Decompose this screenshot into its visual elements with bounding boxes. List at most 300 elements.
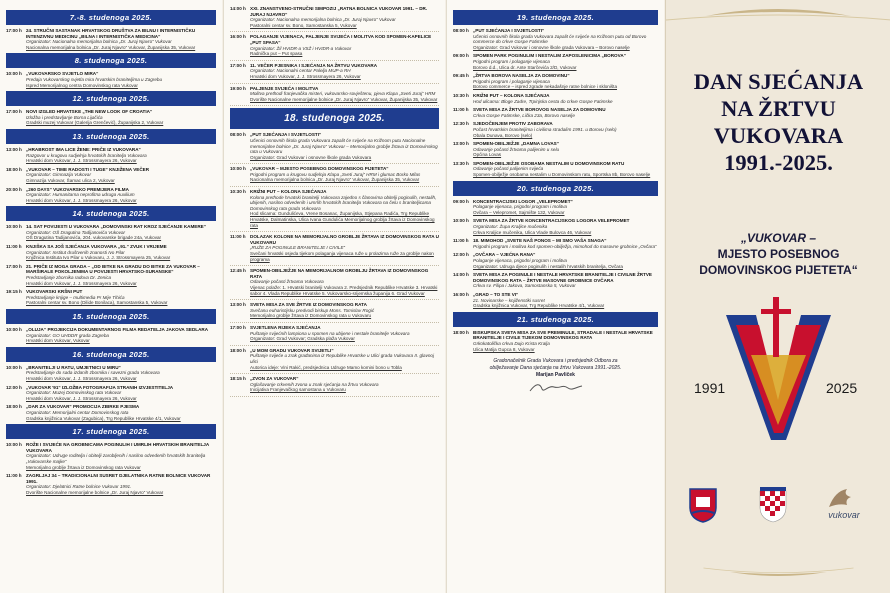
event-body (250, 302, 439, 319)
day-header: 16. studenoga 2025. (6, 347, 216, 362)
event-item (6, 224, 216, 241)
event-title: SPOMEN-OBILJEŽJE NA MEMORIJALNOM GROBLJU ŽRTAVA IZ DOMOVINSKOG RATA (250, 268, 429, 279)
event-title: „260 DAYS“ VUKOVARSKO PREMIJERA FILMA (26, 186, 129, 192)
event-body (26, 442, 216, 470)
column-2 (223, 0, 445, 593)
event-place: Inicijativa Franjevačkog samostana u Vukovaru (250, 387, 346, 393)
event-place: Borovo d.d., Ulica dr. Ante Starčevića 2/D, Vukovar (473, 64, 577, 70)
event-place: Nacionalna memorijalna bolnica „Dr. Juraj Njavro“ Vukovar, Županijska 35, Vukovar (26, 44, 196, 50)
event-item (230, 302, 439, 319)
event-organizer: Odavanje počasti žrtvama Vukovara (250, 279, 324, 285)
event-organizer: Organizator: Memorijalni centar Domovinskog rata (26, 409, 129, 415)
event-body (26, 289, 216, 306)
event-place: Dvorište Nacionalne memorijalne bolnice „Dr. Juraj Njavro“ Vukovar, Županijska 35, Vukovar (250, 96, 438, 102)
cover-subtitle-line-2: MJESTO POSEBNOG (717, 247, 840, 261)
event-time: 11:00 h (6, 473, 22, 479)
vukovar-coat-of-arms-icon (688, 487, 718, 523)
event-place: Općina Lovas (473, 152, 502, 158)
event-title: 18. MIMOHOD „SVETE NAŠ PONOS – MI SMO VAŠA SNAGA“ (473, 238, 607, 244)
croatia-coat-of-arms-icon (758, 487, 788, 523)
event-place: Crkva Kraljice mučenika, Ulica Vlade Bulovca 46, Vukovar (473, 229, 592, 235)
event-item (230, 376, 439, 393)
event-item (230, 268, 439, 296)
event-place: Borovo commerce – ispred zgrade nekadašnje ratne bolnice i skloništa (473, 84, 618, 90)
day-header: 19. studenoga 2025. (453, 10, 658, 25)
event-body (473, 121, 658, 138)
event-place: Pastoralni centar sv. Bono, Samostanska 5, Vukovar (250, 22, 357, 28)
divider (230, 105, 439, 106)
event-organizer: Puštanje svijećnih lampiona u spomen na ubijene i nestale branitelje Vukovara (250, 330, 410, 336)
event-body (473, 238, 658, 249)
event-place: Pastoralni centar sv. Bono (Dilide Bonilaca), Samostanska 5, Vukovar (26, 300, 168, 306)
event-title: „GRAD – TO STE VI“ (473, 291, 519, 297)
event-organizer: Organizator: GO UHDDR grada Zagreba (26, 332, 109, 338)
event-organizer: Kolona prethode hrvatski branitelji Vukovara zajedno s članovima obitelji poginulih, nestalih, ubijenih, nasilno odvedenih i umrlih hrvatskih branitelja Vukovara na čelu s braniteljicama Domovinskog rata grada Vukovara (250, 194, 437, 211)
event-item (6, 473, 216, 495)
bottom-ornament-icon (666, 560, 890, 580)
event-body (26, 327, 216, 344)
cover-subtitle-line-3: DOMOVINSKOG PIJETETA“ (699, 263, 858, 277)
event-time: 18:00 h (453, 329, 469, 335)
cover-title-line-3: VUKOVARA (713, 123, 844, 148)
event-item (230, 166, 439, 183)
event-body (26, 385, 216, 402)
event-body (250, 268, 439, 296)
event-organizer: Organizator: OŠ Dragutina Tadijanovića Vukovar (26, 229, 126, 235)
event-time: 10:00 h (6, 71, 22, 77)
event-organizer: Predstavljanje zbornika radova Dr. Zenica (26, 275, 112, 281)
event-item (453, 272, 658, 289)
divider (230, 373, 439, 374)
event-organizer: Organizator: Žil HVIDR-a VSŽ i HVIDR-a Vukovar (250, 45, 352, 51)
cover-panel (665, 0, 890, 593)
divider (230, 322, 439, 323)
column-3-events (453, 10, 658, 352)
divider (230, 396, 439, 397)
event-title: SJEDOČENJEM PROTIV ZABORAVA (473, 121, 553, 127)
cover-title-line-1: DAN SJEĆANJA (693, 69, 864, 94)
event-organizer: Svečanu euharistijsku predvodi biskup Mons. Tomislav Rogić (250, 307, 375, 313)
event-item (6, 244, 216, 261)
event-item (6, 404, 216, 421)
event-place: Spomen-obilježje osobama nestalim u Domovinskom ratu, Sportska 8b, Borovo naselje (473, 172, 651, 178)
day-header: 17. studenoga 2025. (6, 424, 216, 439)
event-body (250, 63, 439, 80)
divider (230, 231, 439, 232)
event-place: Hrvatski dom Vukovar, J. J. Strossmayera 26, Vukovar (26, 197, 137, 203)
vukovar-v-emblem-icon (721, 295, 836, 445)
event-title: DOLAZAK KOLONE NA MEMORIJALNO GROBLJE ŽRTAVA IZ DOMOVINSKOG RATA U VUKOVARU (250, 234, 439, 245)
event-place: Gradska knjižnica Vukovar, Trg Republike Hrvatske 4/1, Vukovar (473, 303, 605, 309)
event-organizer: Organizator: Udruge roditelja i obitelji zarobljenih i nasilno odvedenih hrvatskih branitelja „Vukovarske majke“ (26, 453, 206, 464)
event-organizer: Učenici osnovnih škola grada Vukovara zapalit će svijeće na Križnom putu od Borovo commerce do crkve Gospe Fatimske (473, 33, 647, 45)
event-place: Organizator: Udruga djece poginulih i nestalih hrvatskih branitelja, Ovčara (473, 263, 623, 269)
event-organizer: Prigodni program i molitva kod spomen-obilježja, mimohod do masovne grobnice „Ovčara“ (473, 243, 657, 249)
event-organizer: Predstavljanje knjige – multimedia Pr Mije Tihića (26, 294, 125, 300)
event-body (250, 234, 439, 262)
event-organizer: Molitva prethodi franjevačka misteri, vukovarsko-sovještenu, pjeva Klapa „Sveti Juraj“ HRM (250, 91, 436, 97)
event-body (26, 187, 216, 204)
event-title: „OVČARA – VJEĆNA RANA“ (473, 252, 536, 258)
event-item (453, 53, 658, 70)
event-body (473, 93, 658, 104)
event-time: 16:00 h (453, 291, 469, 297)
event-item (6, 187, 216, 204)
event-title: 11. VEČER PJESNIKA I SJEĆANJA NA ŽRTVU VUKOVARA (250, 62, 378, 68)
signature-icon (526, 381, 586, 395)
day-header: 14. studenoga 2025. (6, 206, 216, 221)
event-title: KONCENTRACIJSKI LOGOR „VELEPROMET“ (473, 198, 573, 204)
event-item (6, 442, 216, 470)
event-organizer: 21. Novinarske – knjiženstiki susret (473, 297, 545, 303)
event-body (473, 28, 658, 50)
event-body (26, 224, 216, 241)
event-place: Hrvatski dom Vukovar, Vukovar (26, 338, 90, 344)
event-body (26, 244, 216, 261)
cover-title-line-4: 1991.-2025. (724, 150, 833, 175)
event-item (230, 86, 439, 103)
event-place: Dvorište Nacionalne memorijalne bolnice „Dr. Juraj Njavro“ Vukovar (26, 489, 164, 495)
event-organizer: Crkva sv. Filipa i Jakova, Samostanska 5, Vukovar (473, 283, 576, 289)
event-place: Gradska knjižnica Vukovar (Zagubica), Trg Republike Hrvatske 4/1, Vukovar (26, 415, 181, 421)
event-place: Hrvatski dom Vukovar, J. J. Strossmayera 26, Vukovar (26, 375, 137, 381)
event-title: SPOMEN-OBILJEŽJE „DAMNA LOVAS“ (473, 141, 560, 147)
event-body (26, 264, 216, 286)
event-item (453, 107, 658, 118)
event-item (6, 264, 216, 286)
event-place: Autorica ideje: Vini Rakić, predsjednica Udruge Mamo komini bono u Tobla (250, 364, 402, 370)
event-place: Nacionalna memorijalna bolnica „Dr. Juraj Njavro“ Vukovar, Županijska 35, Vukovar (250, 177, 420, 183)
event-time: 17:00 h (230, 62, 246, 68)
event-time: 19:00 h (230, 85, 246, 91)
event-time: 10:00 h (453, 218, 469, 224)
event-item (6, 167, 216, 184)
event-place: OŠ Dragutina Tadijanovića, 204. vukovarske brigade 24a, Vukovar (26, 235, 162, 241)
event-item (230, 189, 439, 228)
event-title: SVETA MISA ZA ŽRTVE KONCENTRACIJSKOG LOGORA VELEPROMET (473, 218, 630, 224)
event-time: 10:00 h (230, 166, 246, 172)
event-organizer: „RUŽE ZA POGINULE BRANITELJE I CIVILE“ (250, 245, 346, 251)
event-time: 14:00 h (453, 272, 469, 278)
event-organizer: Prigodni program u krugovu sudjelnja Klapa „Sveti Juraj“ HRM i glumac Borko Milas (250, 171, 421, 177)
event-time: 18:00 h (230, 347, 246, 353)
event-place: Gimnazija Vukovar, Šamac ulica 2, Vukovar (26, 177, 115, 183)
event-title: KRIŽNI PUT – KOLONA SJEĆANJA (250, 189, 327, 195)
event-title: „VUKOVAR – MJESTO POSEBNOG DOMOVINSKOG PIJETETA“ (250, 166, 389, 172)
event-title: „VUKOVARSKO SVJETLO MIRA“ (26, 71, 99, 77)
event-title: „DAR ZA VUKOVAR“ PROMOCIJA ZBIRKE PJESMA (26, 404, 140, 410)
event-place: Gradski muzej Vukovar (Galerija Grenčević), Županijska 2, Vukovar (26, 120, 164, 126)
event-time: 17:00 h (6, 28, 22, 33)
event-title: KRIŽNI PUT – KOLONA SJEĆANJA (473, 92, 550, 98)
event-item (230, 6, 439, 28)
event-time: 09:45 h (453, 73, 469, 79)
event-body (473, 330, 658, 352)
event-body (26, 404, 216, 421)
event-place: Organizator: Grad Vukovar i osnovne škole grada Vukovara (250, 154, 372, 160)
day-header: 15. studenoga 2025. (6, 309, 216, 324)
event-title: 14. SAT POVIJESTI U VUKOVARA „DOMOVINSKI RAT KROZ SJEĆANJE KAMERE“ (26, 224, 207, 230)
event-item (453, 252, 658, 269)
event-organizer: Organizator: Nacionalna memorijalna bolnica „Dr. Juraj Njavro“ Vukovar (26, 39, 172, 45)
event-place: Organizator: Grad Vukovar i osnovne škole grada Vukovara – Borovo naselje (473, 44, 630, 50)
event-time: 12:00 h (6, 384, 22, 390)
event-item (6, 327, 216, 344)
divider (230, 265, 439, 266)
event-time: 10:30 h (453, 92, 469, 98)
event-body (473, 199, 658, 216)
event-title: SVETA MISA ZA POGINULE I NESTALE HRVATSKE BRANITELJE I CIVILNE ŽRTVE DOMOVINSKOG RATA – ŽRTVE MASOVNE GROBNICE OVČARA (473, 272, 652, 283)
divider (230, 186, 439, 187)
event-title: „ZVON ZA VUKOVAR“ (250, 376, 299, 382)
event-time: 13:30 h (453, 160, 469, 166)
event-body (250, 376, 439, 393)
event-organizer: Organizator: Muzej Domovinskog rata Vukovar (26, 390, 122, 396)
event-item (6, 71, 216, 88)
event-place: Ulica Matija Gupca 8, Vukovar (473, 346, 535, 352)
event-body (473, 107, 658, 118)
event-organizer: Odavanje počasti palijenim svijeća (473, 166, 544, 172)
event-organizer: Učenici osnovnih škola grada Vukovara zapalit će svijeće na Križnom putu Nacionalne memorijalne bolnice „Dr. Juraj Njavro“ Vukovar – Memorijalno groblje žrtava iz Domovinskog rata u Vukovaru (250, 137, 438, 155)
event-item (6, 385, 216, 402)
event-item (6, 109, 216, 126)
divider (230, 83, 439, 84)
cover-title-line-2: NA ŽRTVU (721, 96, 836, 121)
event-organizer: Izložba i predstavljanje Borna Lijačića (26, 114, 103, 120)
event-time: 17:00 h (6, 109, 22, 115)
event-place: Memorijalno groblje žrtava iz Domovinskog rata u Vukovaru (250, 313, 372, 319)
event-item (6, 365, 216, 382)
event-place: Knjižnica Instituta Ivo Pilar u Vukovaru, J. J. Strossmayera 25, Vukovar (26, 255, 171, 261)
event-title: SVJETLENA RIJEKA SJEĆANJA (250, 324, 321, 330)
divider (230, 31, 439, 32)
event-title: „PUT SJEĆANJA I SVJETLOSTI“ (473, 28, 545, 33)
event-item (230, 132, 439, 160)
event-item (230, 348, 439, 370)
event-time: 12:30 h (453, 121, 469, 127)
event-body (250, 348, 439, 370)
event-item (230, 63, 439, 80)
event-body (26, 365, 216, 382)
event-body (250, 132, 439, 160)
event-body (250, 166, 439, 183)
event-title: „BRANITELJI U RATU, UMJETNICI U MIRU“ (26, 364, 121, 370)
event-organizer: Hod ulicama: Bloge Zadre, Trpinjska cesta do crkve Gospe Fatimske (473, 98, 613, 104)
event-title: SVETA MISA ZA SVE ŽRTVE IZ DOMOVINSKOG RATA (250, 302, 367, 308)
event-organizer: Odavanje počasti žrtvama palijenim u selu (473, 146, 560, 152)
event-time: 10:00 h (6, 224, 22, 230)
event-title: VUKOVARSKI KRŠNI PUT (26, 289, 83, 295)
column-3 (446, 0, 664, 593)
event-place: Memorijalno groblje žrtava iz Domovinskog rata Vukovar (26, 464, 141, 470)
event-organizer: Organizator: Nacionalni centar Palelja MUP-a RH (250, 68, 351, 74)
event-organizer: Organizator: Humanitarna neprofitna udruga Auxilium (26, 192, 135, 198)
event-body (473, 53, 658, 70)
event-place: Radnička put – Put spasa (250, 51, 303, 57)
event-item (453, 28, 658, 50)
event-title: SPOMEN PARK POGINULIM I NESTALIM ZAPOSLENICIMA „BOROVA“ (473, 53, 626, 59)
vukovar-dove-logo-icon (823, 485, 863, 511)
divider (230, 345, 439, 346)
event-place: Organizator: Grad Vukovar; Gradska plaža Vukovar (250, 336, 355, 342)
event-time: 19:15 h (6, 289, 22, 295)
event-organizer: Prigodni program i polaganje vijenaca (473, 58, 550, 64)
event-time: 11:00 h (6, 244, 22, 250)
event-time: 10:00 h (6, 442, 22, 448)
signature (453, 381, 658, 398)
event-organizer: Organizator: Institut društvenih znanosti Ivo Pilar (26, 249, 125, 255)
event-time: 18:00 h (6, 166, 22, 172)
event-organizer: Polaganje vijenaca, prigodni program i molitva (473, 258, 567, 263)
event-title: SVETA MISA ZA ŽRTVE BOROVOG NASELJA ZA DOMOVINU (473, 107, 606, 113)
event-body (26, 167, 216, 184)
event-time: 16:00 h (230, 34, 246, 40)
day-header: 8. studenoga 2025. (6, 53, 216, 68)
event-title: BISKUPSKA SVETA MISA ZA SVE PREMINULE, STRADALE I NESTALE HRVATSKE BRANITELJE I CIVILE TIJEKOM DOMOVINSKOG RATA (473, 329, 653, 341)
event-organizer: Crkva Gospe Fatimske, Lička 23a, Borovo naselje (473, 112, 575, 118)
event-body (473, 141, 658, 158)
event-place: Hrvatski dom Vukovar, J. J. Strossmayera 26, Vukovar (26, 395, 137, 401)
event-item (453, 121, 658, 138)
event-body (473, 218, 658, 235)
event-item (453, 93, 658, 104)
event-place: Vijenac polaže: 1. Hrvatski branitelji Vukovara 2. Predsjednik Republike Hrvatske 3. Hrvatski sabor 4. Vlada Republike Hrvatske 5. Vukovarsko-srijemska županija 6. Grad Vukovar (250, 284, 438, 296)
event-title: „VUKOVAR '91“ IZLOŽBA FOTOGRAFIJA STRANIH IZVJESTITELJA (26, 384, 174, 390)
event-title: „HRABROST IMA LICE ŽENE: PRIČE IZ VUKOVARA“ (26, 146, 141, 152)
event-body (250, 6, 439, 28)
event-title: „PUT SJEĆANJA I SVJETLOSTI“ (250, 132, 322, 138)
event-time: 12:00 h (453, 252, 469, 258)
event-item (230, 34, 439, 56)
event-item (230, 325, 439, 342)
event-organizer: Polaganje vijenaca, prigodni program i molitva (473, 204, 567, 210)
brand-text: vukovar (828, 510, 860, 520)
event-place: Svečani hrvatski osjeda tijekom polaganja vijenaca ruže u prolazima ruže za groblje nakon programa (250, 251, 434, 262)
event-time: 17:00 h (6, 263, 22, 269)
event-organizer: Organizator: Djelatnici Ratne bolnice Vukovar 1991. (26, 484, 132, 490)
divider (230, 299, 439, 300)
event-item (453, 199, 658, 216)
event-body (473, 161, 658, 178)
event-place: Hrvatski dom Vukovar, J. J. Strossmayera 26, Vukovar (26, 158, 137, 164)
event-title: XXI. ZNANSTVENO-STRUČNI SIMPOZIJ „RATNA BOLNICA VUKOVAR 1991. – DR. JURAJ NJAVRO“ (250, 6, 428, 17)
cover-title (666, 68, 890, 176)
event-time: 18:15 h (230, 376, 246, 382)
footer-text (453, 358, 658, 379)
event-body (26, 473, 216, 495)
event-body (250, 189, 439, 228)
year-right: 2025 (826, 380, 858, 396)
event-item (6, 147, 216, 164)
divider (230, 60, 439, 61)
event-organizer: Organizator: Nacionalna memorijalna bolnica „Dr. Juraj Njavro“ Vukovar (250, 17, 396, 23)
event-title: „VUKOVAR – TIME RADOSTI I TUGE“ KNJIŽENA VEČER (26, 166, 150, 172)
event-place: Hrvatski dom Vukovar, J. J. Strossmayera 26, Vukovar (26, 280, 137, 286)
event-body (250, 34, 439, 56)
event-organizer: Organizator: Gimnazija Vukovar (26, 172, 92, 178)
footer-line-1: Gradonačelnik Grada Vukovara i predsjednik Odbora za (493, 358, 618, 365)
event-time: 08:00 h (230, 132, 246, 138)
day-header: 21. studenoga 2025. (453, 312, 658, 327)
event-body (250, 325, 439, 342)
event-time: 13:00 h (230, 302, 246, 308)
event-place: Obala Dunava, Borovo (selo) (473, 132, 533, 138)
event-item (453, 292, 658, 309)
event-title: „ŽRTVA BOROVA NASELJA ZA DOMOVINU“ (473, 73, 570, 79)
event-organizer: Predaja Vukovarskog svjetla mira hrvatskim braniteljima u Zagrebu (26, 76, 163, 82)
event-organizer: Oglašavanje crkvenih zvona u znak sjećanja na žrtvu Vukovara (250, 381, 379, 387)
event-title: „U MOM GRADU VUKOVAR SVIJETLI“ (250, 347, 334, 353)
event-time: 17:00 h (230, 324, 246, 330)
event-title: POLAGANJE VIJENACA, PALJENJE SVIJEĆA I MOLITVA KOD SPOMEN-KAPELICE „PUT SPASA“ (250, 34, 432, 45)
cover-subtitle-line-1: „VUKOVAR – (740, 231, 817, 245)
event-time: 18:00 h (6, 404, 22, 410)
event-body (473, 292, 658, 309)
cover-subtitle (666, 230, 890, 278)
event-title: 24. STRUČNI SASTANAK HRVATSKOG DRUŠTVA ZA BILNU I INTERNISTIČKU INTENZIVNU MEDICINU „BILNA I INTERNISTIČKA MEDICINA“ (26, 28, 196, 39)
year-left: 1991 (694, 380, 726, 396)
top-ornament-icon (666, 6, 890, 26)
event-item (453, 238, 658, 249)
event-title: PALJENJE SVIJEĆA I MOLITVA (250, 85, 319, 91)
event-item (453, 161, 658, 178)
event-title: SPOMEN-OBILJEŽJE OSOBAMA NESTALIM U DOMOVINSKOM RATU (473, 160, 625, 166)
event-time: 10:00 h (6, 327, 22, 332)
event-place: Ispred Memorijalnog centra Domovinskog rata Vukovar (26, 82, 138, 88)
divider (230, 163, 439, 164)
event-time: 10:30 h (230, 189, 246, 195)
event-item (6, 289, 216, 306)
event-body (473, 252, 658, 269)
event-item (453, 73, 658, 90)
event-time: 10:00 h (6, 364, 22, 370)
event-body (26, 109, 216, 126)
event-item (6, 28, 216, 50)
event-body (26, 147, 216, 164)
event-title: ZAGRLJAJ 34 – TRADICIONALNI SUSRET DJELATNIKA RATNE BOLNICE VUKOVAR 1991. (26, 473, 211, 484)
event-time: 13:00 h (6, 146, 22, 152)
event-organizer: Grkokatolička crkva Dujo Krista Kralja (473, 340, 550, 346)
event-title: 21. PRIČE IZ MOGA GRADA – „OD BITKE NA GRADU DO BITKE ZA VUKOVAR – MARŠIRALE POKOLJENIMA U POVIJESTI HRVATSKO-SURANSKE“ (26, 263, 200, 275)
day-header: 12. studenoga 2025. (6, 91, 216, 106)
event-time: 11:00 h (453, 238, 469, 244)
event-title: NOVI IZGLED HRVATSKE „THE NEW LOOK OF CROATIA“ (26, 109, 153, 115)
day-header: 20. studenoga 2025. (453, 181, 658, 196)
event-time: 14:00 h (230, 6, 246, 11)
event-body (250, 86, 439, 103)
event-body (473, 272, 658, 289)
column-1 (0, 0, 222, 593)
event-item (453, 218, 658, 235)
day-header: 7.-8. studenoga 2025. (6, 10, 216, 25)
event-place: Ovčara – Velepromet, Sajmište 132, Vukovar (473, 209, 565, 215)
event-place: Hrvatski dom Vukovar, J. J. Strossmayera 26, Vukovar (250, 73, 361, 79)
event-organizer: Puštanje svijeće u zrak građanima iz Republike Hrvatske u Ulici grada Vukovara II. glavnoj ulici (250, 353, 435, 364)
event-item (230, 234, 439, 262)
event-time: 11:00 h (230, 234, 246, 240)
event-organizer: Organizator: Župa Kraljice mučenika (473, 224, 548, 230)
event-time: 13:00 h (453, 141, 469, 147)
event-item (453, 330, 658, 352)
day-header: 18. studenoga 2025. (230, 108, 439, 129)
event-body (26, 71, 216, 88)
event-organizer: Prigodni program i polaganje vijenaca (473, 78, 550, 84)
event-time: 09:00 h (453, 198, 469, 204)
footer-line-2: obilježavanje Dana sjećanja na žrtvu Vukovara 1991.-2025. (489, 365, 622, 372)
event-title: „OLUJA“ PROJEKCIJA DOKUMENTARNOG FILMA REDATELJA JAKOVA SEDLARA (26, 327, 209, 332)
event-time: 12:45 h (230, 268, 246, 274)
event-place: Hod slicama: Gundulićeva, Vrene Bosanac, Županijska, Stjepana Radića, Trg Republike Hrvatske, Dalmatinska, Ulica Ivana Gundulića Memorijalnog groblja žrtava iz Domovinskog rata (250, 211, 435, 228)
